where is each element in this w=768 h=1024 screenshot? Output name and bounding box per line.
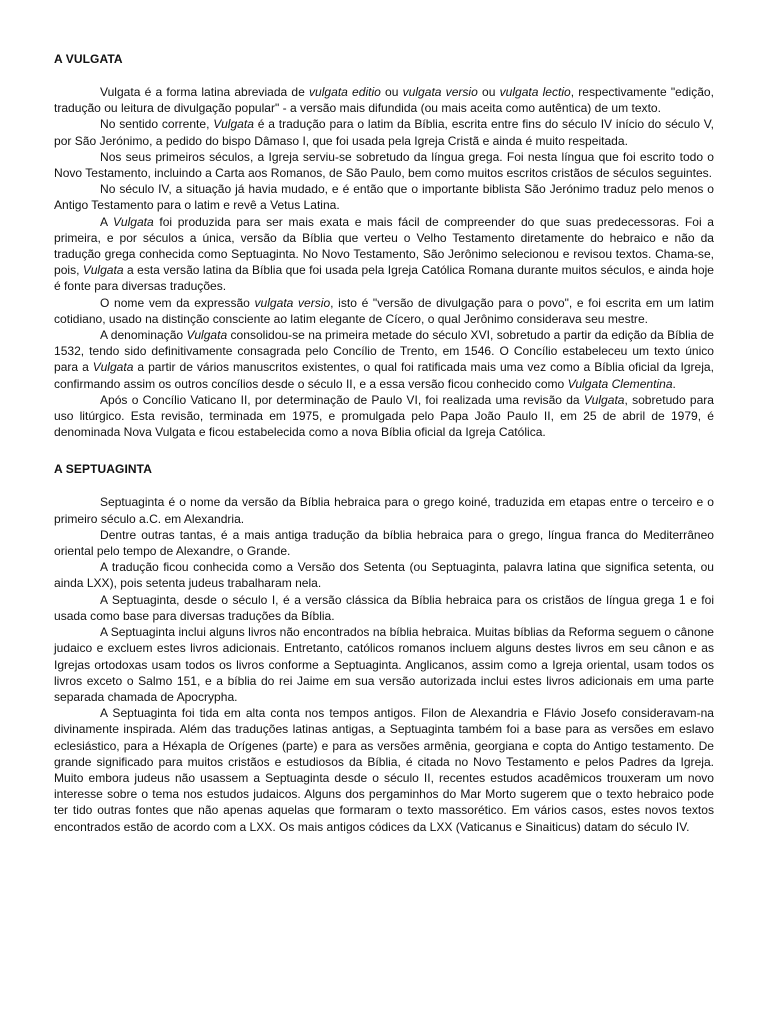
section-heading-vulgata: A VULGATA [54,52,123,66]
paragraph: Após o Concílio Vaticano II, por determinação de Paulo VI, foi realizada uma revisão da Vulgata, sobretudo para uso litúrgico. Esta revisão, terminada em 1975, e promulgada pelo Papa João Paulo II, em 25 de abril de 1979, é denominada Nova Vulgata e ficou estabelecida como a nova Bíblia oficial da Igreja Católica. [54,392,715,440]
paragraph: A Vulgata foi produzida para ser mais exata e mais fácil de compreender do que suas predecessoras. Foi a primeira, e por séculos a única, versão da Bíblia que verteu o Velho Testamento diretamente do hebraico e não da tradução grega conhecida como Septuaginta. No Novo Testamento, São Jerônimo selecionou e revisou textos. Chama-se, pois, Vulgata a esta versão latina da Bíblia que foi usada pela Igreja Católica Romana durante muitos séculos, e ainda hoje é fonte para diversas traduções. [54,214,714,294]
paragraph: A Septuaginta inclui alguns livros não encontrados na bíblia hebraica. Muitas bíblias da Reforma seguem o cânone judaico e excluem estes livros adicionais. Entretanto, católicos romanos incluem alguns destes livros em seu cânon e as Igrejas ortodoxas usam todos os livros conforme a Septuaginta. Anglicanos, assim como a Igreja oriental, usam todos os livros exceto o Salmo 151, e a bíblia do rei Jaime em sua versão autorizada inclui estes livros adicionais em uma parte separada chamada de Apocrypha. [54,625,714,704]
paragraph: No século IV, a situação já havia mudado, e é então que o importante biblista São Jerónimo traduz pelo menos o Antigo Testamento para o latim e revê a Vetus Latina. [54,182,714,213]
paragraph: A tradução ficou conhecida como a Versão dos Setenta (ou Septuaginta, palavra latina que significa setenta, ou ainda LXX), pois setenta judeus trabalharam nela. [54,560,714,591]
paragraph: Nos seus primeiros séculos, a Igreja serviu-se sobretudo da língua grega. Foi nesta língua que foi escrito todo o Novo Testamento, incluindo a Carta aos Romanos, de São Paulo, bem como muitos escritos cristãos de séculos seguintes. [54,149,714,181]
paragraph: A Septuaginta foi tida em alta conta nos tempos antigos. Filon de Alexandria e Flávio Josefo consideravam-na divinamente inspirada. Além das traduções latinas antigas, a Septuaginta também foi a base para as versões em eslavo eclesiástico, para a Héxapla de Orígenes (parte) e para as versões armênia, georgiana e copta do Antigo testamento. De grande significado para muitos cristãos e estudiosos da Bíblia, é citada no Novo Testamento e pelos Padres da Igreja. Muito embora judeus não usassem a Septuaginta desde o século II, recentes estudos acadêmicos trouxeram um novo interesse sobre o tema nos estudos judaicos. Alguns dos pergaminhos do Mar Morto sugerem que o texto hebraico pode ter tido outras fontes que não apenas aquelas que formaram o texto massorético. Em vários casos, estes novos textos encontrados estão de acordo com a LXX. Os mais antigos códices da LXX (Vaticanus e Sinaiticus) datam do século IV. [54,706,714,834]
paragraph: Vulgata é a forma latina abreviada de vulgata editio ou vulgata versio ou vulgata lectio, respectivamente "edição, tradução ou leitura de divulgação popular" - a versão mais difundida (ou mais aceita como autêntica) de um texto. [54,85,714,116]
paragraph: O nome vem da expressão vulgata versio, isto é "versão de divulgação para o povo", e foi escrita em um latim cotidiano, usado na distinção consciente ao latim elegante de Cícero, o qual Jerônimo considerava seu mestre. [54,295,714,326]
paragraph: Septuaginta é o nome da versão da Bíblia hebraica para o grego koiné, traduzida em etapas entre o terceiro e o primeiro século a.C. em Alexandria. [54,495,714,526]
paragraph: No sentido corrente, Vulgata é a tradução para o latim da Bíblia, escrita entre fins do século IV início do século V, por São Jerónimo, a pedido do bispo Dâmaso I, que foi usada pela Igreja Cristã e ainda é muito respeitada. [54,117,714,148]
section-heading-septuaginta: A SEPTUAGINTA [54,462,152,477]
paragraph: A Septuaginta, desde o século I, é a versão clássica da Bíblia hebraica para os cristãos de língua grega 1 e foi usada como base para diversas traduções da Bíblia. [54,592,714,623]
paragraph: Dentre outras tantas, é a mais antiga tradução da bíblia hebraica para o grego, língua franca do Mediterrâneo oriental pelo tempo de Alexandre, o Grande. [54,527,714,559]
section-septuaginta [54,462,714,834]
paragraph: A denominação Vulgata consolidou-se na primeira metade do século XVI, sobretudo a partir da edição da Bíblia de 1532, tendo sido definitivamente consagrada pelo Concílio de Trento, em 1546. O Concílio estabeleceu um texto único para a Vulgata a partir de vários manuscritos existentes, o qual foi ratificada mais uma vez como a Bíblia oficial da Igreja, confirmando assim os outros concílios desde o século II, e a essa versão ficou conhecido como Vulgata Clementina. [54,328,714,391]
section-vulgata [54,52,714,440]
